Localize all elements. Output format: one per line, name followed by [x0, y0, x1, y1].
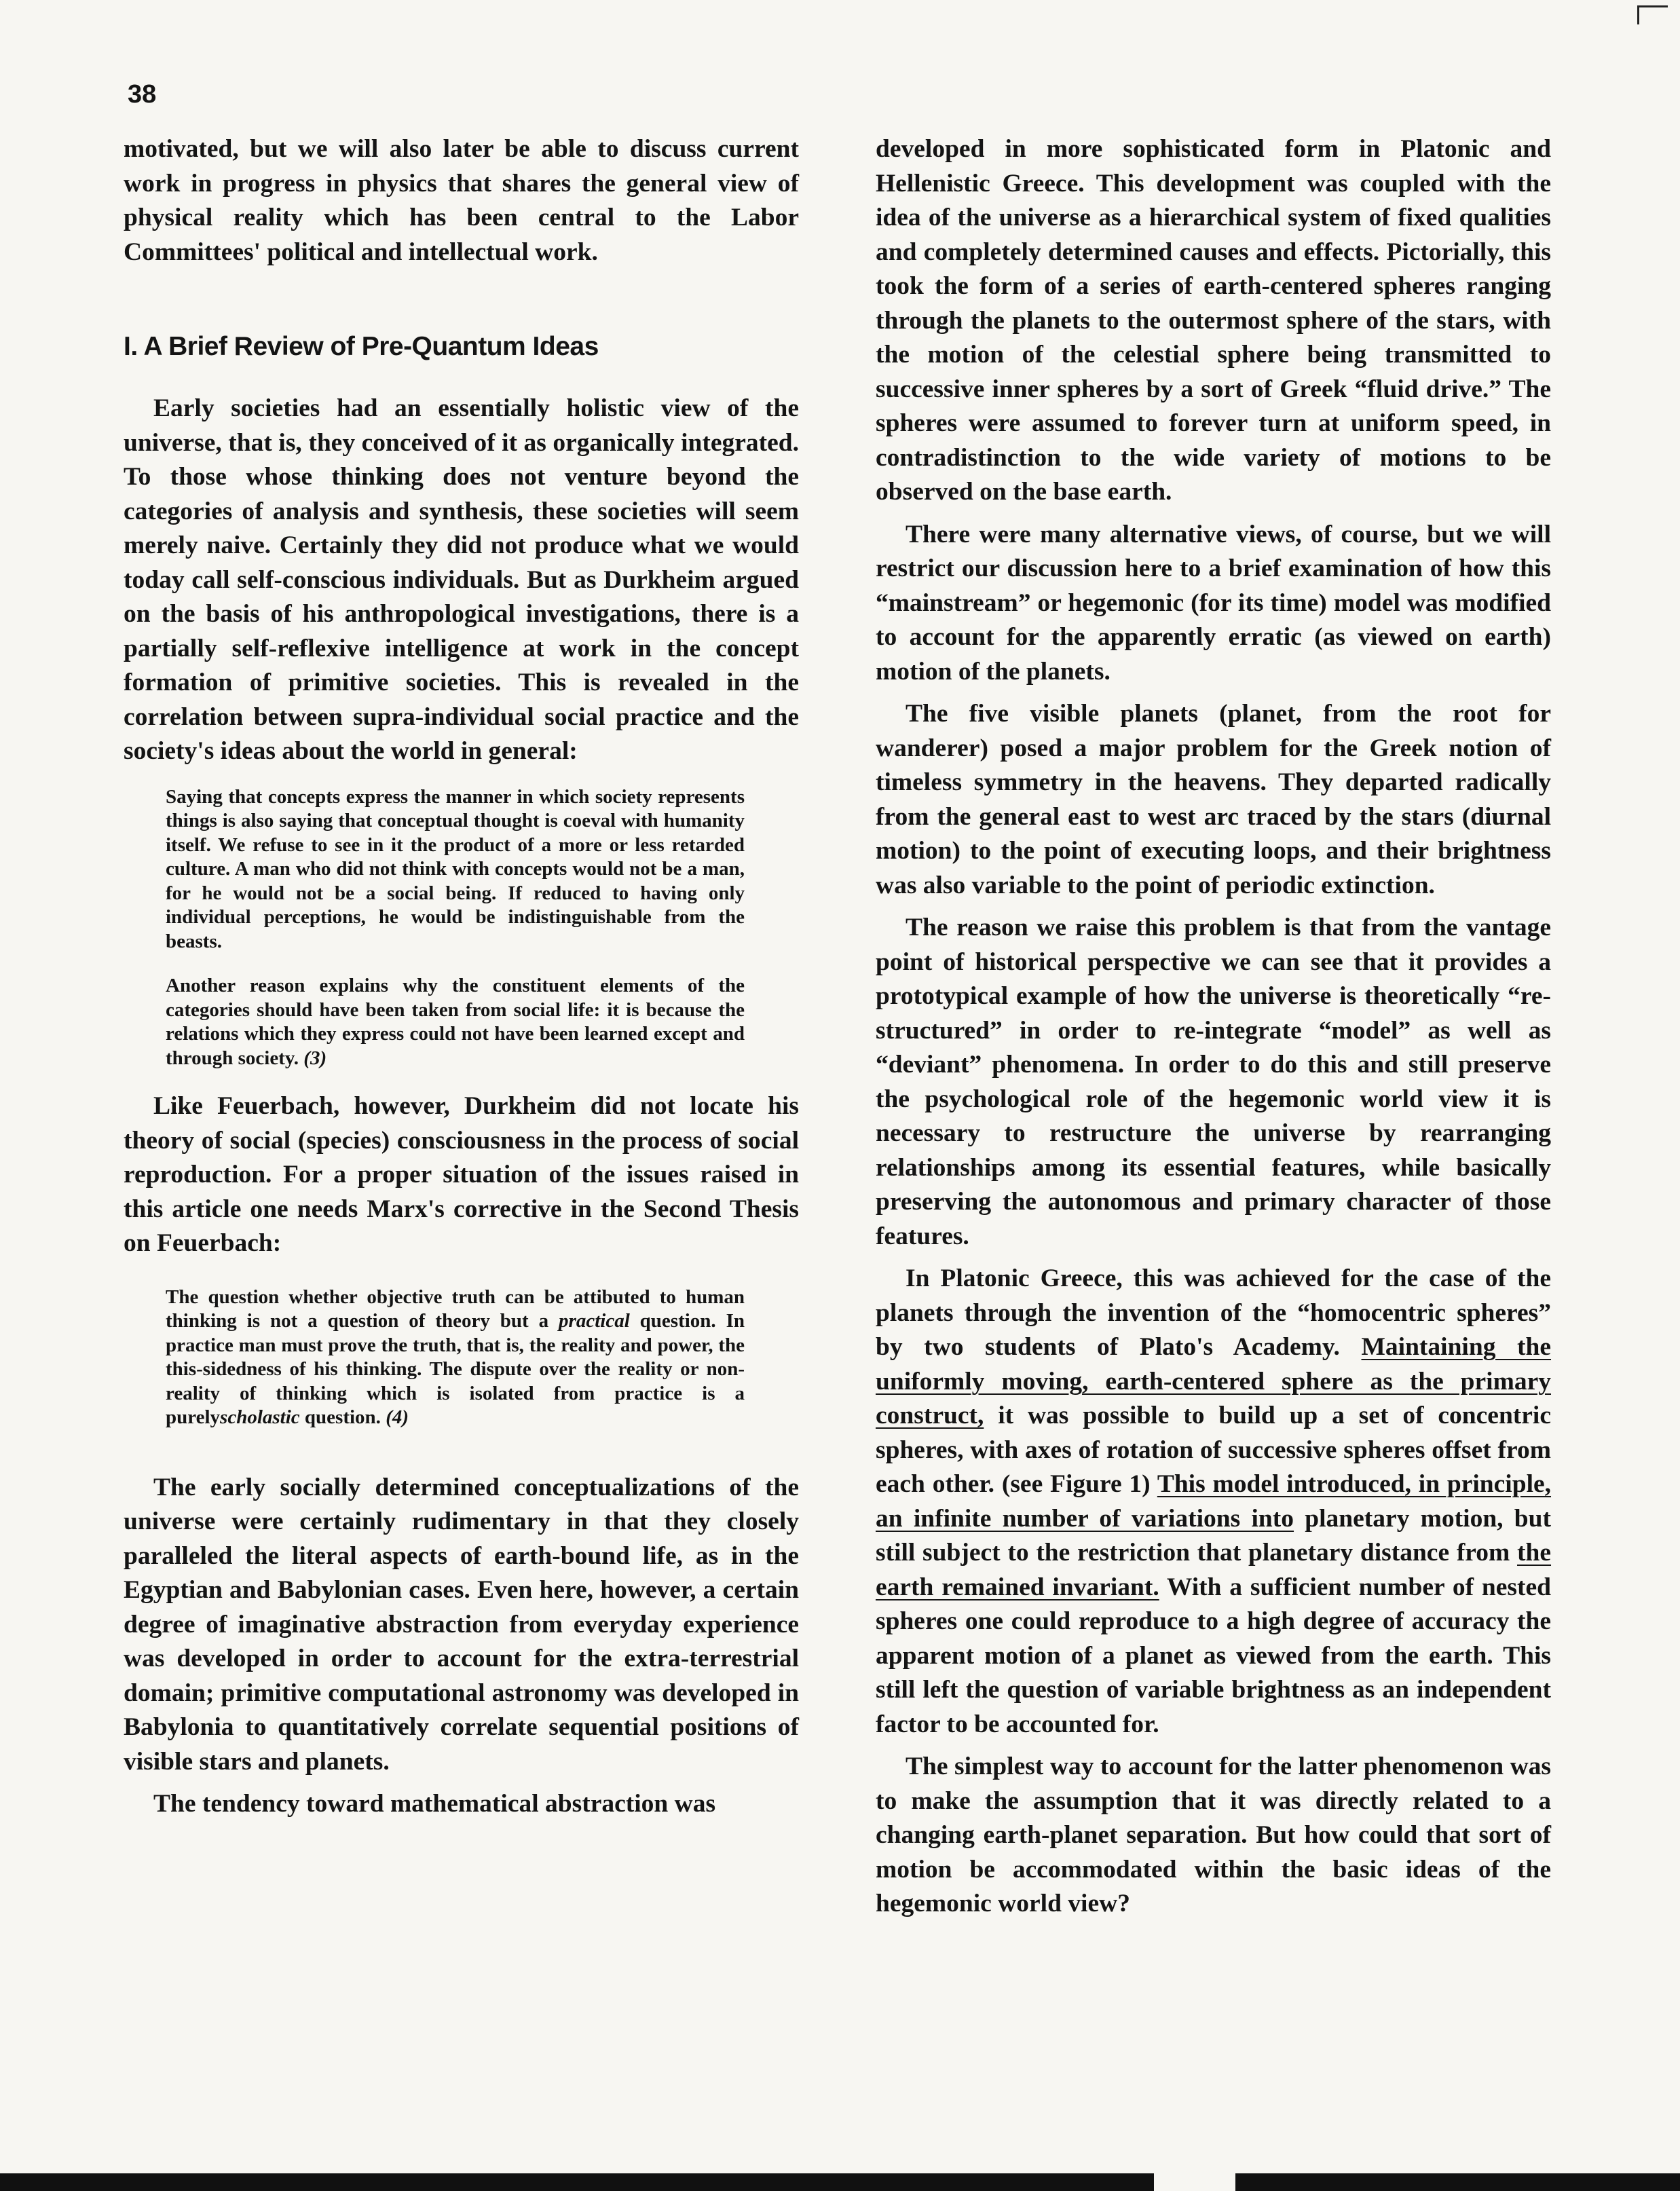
marx-quote-text-a: The question whether objective truth can be attibuted to human thinking is not a question of theory but a	[166, 1286, 745, 1332]
citation-3: (3)	[303, 1047, 327, 1069]
right-paragraph-5-text-d: With a sufficient number of nested spheres one could reproduce to a high degree of accuracy the apparent motion of a planet as viewed from the earth. This still left the question of variable brightness as an independent factor to be accounted for.	[876, 1573, 1552, 1738]
underlined-passage-1: Maintaining the uniformly moving, earth-centered sphere as the primary construct,	[876, 1333, 1552, 1429]
right-paragraph-5-text-c: planetary motion, but still subject to the restriction that planetary distance from	[876, 1504, 1552, 1567]
marx-quote	[166, 1286, 745, 1430]
right-column	[876, 132, 1551, 1922]
marx-quote-text-c: question.	[304, 1406, 381, 1428]
bottom-black-border	[0, 2173, 1680, 2191]
left-paragraph-2: Early societies had an essentially holistic view of the universe, that is, they conceived of it as organically integrated. To those whose thinking does not venture beyond the categories of analysis and synthesis, these societies will seem merely naive. Certainly they did not produce what we would today call self-conscious individuals. But as Durkheim argued on the basis of his anthropological investigations, there is a partially self-reflexive intelligence at work in the concept formation of primitive societies. This is revealed in the correlation between supra-individual social practice and the society's ideas about the world in general:	[124, 394, 799, 765]
corner-crop-mark	[1638, 5, 1668, 7]
page-number: 38	[128, 80, 157, 109]
underlined-passage-2: This model introduced, in principle, an infinite number of variations into	[876, 1470, 1552, 1533]
right-paragraph-5-text-b: it was possible to build up a set of concentric spheres, with axes of rotation of successive spheres offset from each other. (see Figure 1)	[876, 1402, 1551, 1498]
durkheim-quote-text: Another reason explains why the constituent elements of the categories should have been taken from social life: it is because the relations which they express could not have been learned except and through society.	[166, 975, 745, 1069]
left-paragraph-4: The early socially determined conceptualizations of the universe were certainly rudimentary in that they closely paralleled the literal aspects of earth-bound life, as in the Egyptian and Babylonian cases. Even here, however, a certain degree of imaginative abstraction from everyday experience was developed in order to account for the extra-terrestrial domain; primitive computational astronomy was developed in Babylonia to quantitatively correlate sequential positions of visible stars and planets.	[124, 1473, 799, 1776]
closing-question: But how could that sort of motion be accommodated within the basic ideas of the hegemonic world view?	[876, 1821, 1551, 1917]
durkheim-quote-paragraph-2	[166, 974, 745, 1070]
marx-quote-emphasis-scholastic: scholastic	[220, 1406, 300, 1428]
citation-4: (4)	[386, 1406, 409, 1428]
right-paragraph-5	[876, 1262, 1551, 1742]
left-paragraph-1: motivated, but we will also later be able to discuss current work in progress in physics that shares the general view of physical reality which has been central to the Labor Committees' political and intellectual work.	[124, 135, 799, 266]
right-paragraph-6	[876, 1750, 1551, 1922]
corner-crop-mark-vertical	[1637, 5, 1639, 24]
left-paragraph-3: Like Feuerbach, however, Durkheim did not locate his theory of social (species) consciousness in the process of social reproduction. For a proper situation of the issues raised in this article one needs Marx's corrective in the Second Thesis on Feuerbach:	[124, 1092, 799, 1257]
right-paragraph-5-text-a: In Platonic Greece, this was achieved for the case of the planets through the invention of the “homocentric spheres” by two students of Plato's Academy.	[876, 1265, 1551, 1361]
right-paragraph-6-text: The simplest way to account for the latter phenomenon was to make the assumption that it was directly related to a changing earth-planet separation.	[876, 1753, 1551, 1849]
durkheim-quote	[166, 785, 745, 1071]
marx-quote-text-b: question. In practice man must prove the truth, that is, the reality and power, the this-sidedness of his thinking. The dispute over the reality or non-reality of thinking which is isolated from practice is a purely	[166, 1310, 745, 1428]
durkheim-quote-paragraph-1: Saying that concepts express the manner in which society represents things is also saying that conceptual thought is coeval with humanity itself. We refuse to see in it the product of a more or less retarded culture. A man who did not think with concepts would not be a man, for he would not be a social being. If reduced to having only individual perceptions, he would be indistinguishable from the beasts.	[166, 785, 745, 952]
right-paragraph-2: There were many alternative views, of course, but we will restrict our discussion here to a brief examination of how this “mainstream” or hegemonic (for its time) model was modified to account for the apparently erratic (as viewed on earth) motion of the planets.	[876, 520, 1551, 686]
marx-quote-paragraph	[166, 1286, 745, 1430]
right-paragraph-4: The reason we raise this problem is that from the vantage point of historical perspective we can see that it provides a prototypical example of how the universe is theoretically “re-structured” in order to re-integrate “model” as well as “deviant” phenomena. In order to do this and still preserve the psychological role of the hegemonic world view it is necessary to restructure the universe by rearranging relationships among its essential features, while basically preserving the autonomous and primary character of those features.	[876, 914, 1551, 1250]
marx-quote-emphasis-practical: practical	[559, 1310, 630, 1332]
right-paragraph-1: developed in more sophisticated form in Platonic and Hellenistic Greece. This development was coupled with the idea of the universe as a hierarchical system of fixed qualities and completely determined causes and effects. Pictorially, this took the form of a series of earth-centered spheres ranging through the planets to the outermost sphere of the stars, with the motion of the celestial sphere being transmitted to successive inner spheres by a sort of Greek “fluid drive.” The spheres were assumed to forever turn at uniform speed, in contradistinction to the wide variety of motions to be observed on the base earth.	[876, 135, 1551, 506]
right-paragraph-3: The five visible planets (planet, from the root for wanderer) posed a major problem for the Greek notion of timeless symmetry in the heavens. They departed radically from the general east to west arc traced by the stars (diurnal motion) to the point of executing loops, and their brightness was also variable to the point of periodic extinction.	[876, 700, 1551, 899]
bottom-border-gap	[1154, 2173, 1235, 2191]
left-column	[124, 132, 799, 1822]
underlined-passage-3: the earth remained invariant.	[876, 1539, 1552, 1601]
section-heading: I. A Brief Review of Pre-Quantum Ideas	[124, 332, 599, 361]
left-paragraph-5: The tendency toward mathematical abstraction was	[153, 1790, 716, 1818]
